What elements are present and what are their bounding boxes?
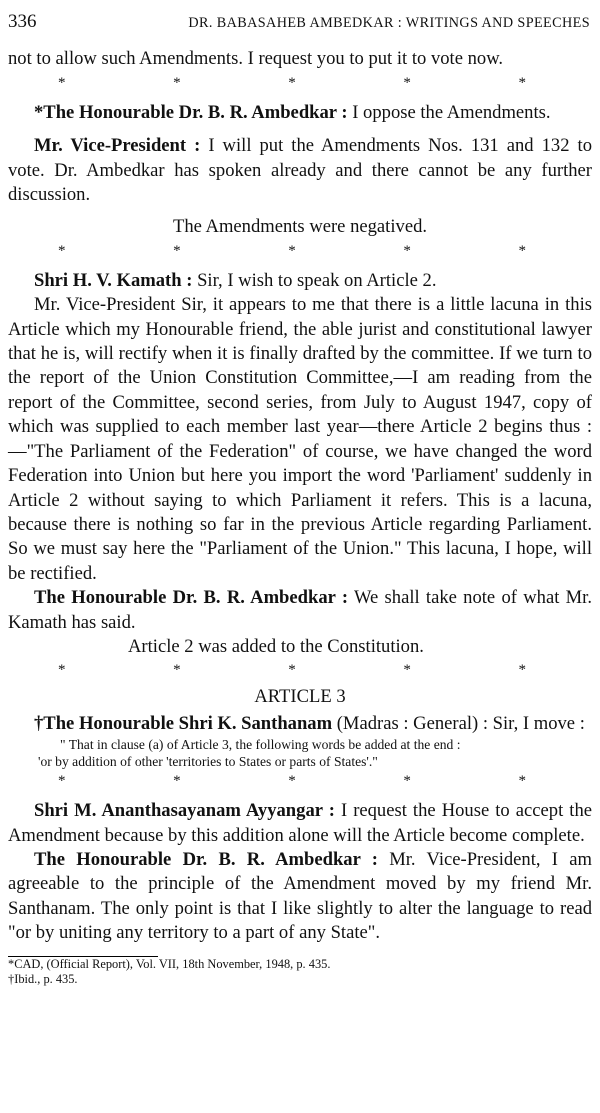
speech-ambedkar-1 xyxy=(8,101,592,125)
speech-text: I oppose the Amendments. xyxy=(347,101,551,123)
star: * xyxy=(518,74,526,91)
article-added-note: Article 2 was added to the Constitution. xyxy=(128,635,424,657)
star: * xyxy=(58,662,66,679)
speaker-name: †The Honourable Shri K. Santhanam xyxy=(34,712,333,734)
article-heading: ARTICLE 3 xyxy=(254,686,346,708)
footnote-1: *CAD, (Official Report), Vol. VII, 18th November, 1948, p. 435. xyxy=(8,956,331,971)
speech-text: (Madras : General) : Sir, I move : xyxy=(332,712,585,734)
paragraph-kamath: Mr. Vice-President Sir, it appears to me that there is a little lacuna in this Article which my Honourable friend, the able jurist and constitutional lawyer that he is, will rectify when it is finally drafted by the committee. If we turn to the report of the Union Constitution Committee,—I am reading from the report of the Committee, second series, from July to August 1947, copy of which was supplied to each member last year—there Article 2 begins thus :—"The Parliament of the Federation" of course, we have changed the word Federation into Union but here you import the word 'Parliament' suddenly in Article 2 without saying to which Parliament it refers. This is a lacuna, because there is nothing so far in the previous Article regarding Parliament. So we must say here the "Parliament of the Union." This lacuna, I hope, will be rectified. xyxy=(8,294,592,584)
amendments-negatived: The Amendments were negatived. xyxy=(172,216,428,238)
star: * xyxy=(403,773,411,790)
star: * xyxy=(288,242,296,259)
page-header xyxy=(8,10,592,35)
footnote-2: †Ibid., p. 435. xyxy=(8,971,78,986)
speaker-name: The Honourable Dr. B. R. Ambedkar : xyxy=(34,848,378,870)
star: * xyxy=(288,74,296,91)
speech-kamath xyxy=(8,269,592,293)
speech-text: I request the House to accept the Amendment because by this addition alone will the Article become complete. xyxy=(8,800,592,846)
star: * xyxy=(173,773,181,790)
speech-santhanam xyxy=(8,712,592,736)
speech-text: Sir, I wish to speak on Article 2. xyxy=(192,269,437,291)
speech-text: We shall take note of what Mr. Kamath has said. xyxy=(8,587,592,633)
star: * xyxy=(288,773,296,790)
speech-text: I will put the Amendments Nos. 131 and 132 to vote. Dr. Ambedkar has spoken already and there cannot be any further discussion. xyxy=(8,135,592,206)
star: * xyxy=(403,242,411,259)
star: * xyxy=(173,662,181,679)
star: * xyxy=(403,662,411,679)
section-break-stars xyxy=(8,772,592,790)
star: * xyxy=(518,662,526,679)
star: * xyxy=(288,662,296,679)
speaker-name: Mr. Vice-President : xyxy=(34,135,201,157)
speech-ambedkar-3 xyxy=(8,848,592,946)
speaker-name: The Honourable Dr. B. R. Ambedkar : xyxy=(34,587,349,609)
running-title: DR. BABASAHEB AMBEDKAR : WRITINGS AND SPEECHES xyxy=(188,15,590,31)
amendment-quote-line-1: " That in clause (a) of Article 3, the following words be added at the end : xyxy=(60,737,461,753)
star: * xyxy=(518,242,526,259)
speech-text: Mr. Vice-President, I am agreeable to the principle of the Amendment moved by my friend Mr. Santhanam. The only point is that I like slightly to alter the language to read "or by uniting any territory to a part of any State". xyxy=(8,848,592,944)
section-break-stars xyxy=(8,661,592,679)
section-break-stars xyxy=(8,74,592,92)
star: * xyxy=(58,74,66,91)
speech-ambedkar-2 xyxy=(8,586,592,635)
page-number: 336 xyxy=(8,11,37,32)
speaker-name: *The Honourable Dr. B. R. Ambedkar : xyxy=(34,101,348,123)
star: * xyxy=(173,242,181,259)
speech-ayyangar xyxy=(8,799,592,848)
speech-vice-president xyxy=(8,134,592,207)
paragraph-continuation: not to allow such Amendments. I request you to put it to vote now. xyxy=(8,48,504,70)
section-break-stars xyxy=(8,242,592,260)
speaker-name: Shri M. Ananthasayanam Ayyangar : xyxy=(34,800,335,822)
star: * xyxy=(403,74,411,91)
amendment-quote-line-2: 'or by addition of other 'territories to States or parts of States'." xyxy=(38,754,378,770)
star: * xyxy=(58,242,66,259)
star: * xyxy=(173,74,181,91)
star: * xyxy=(518,773,526,790)
speaker-name: Shri H. V. Kamath : xyxy=(34,269,193,291)
star: * xyxy=(58,773,66,790)
